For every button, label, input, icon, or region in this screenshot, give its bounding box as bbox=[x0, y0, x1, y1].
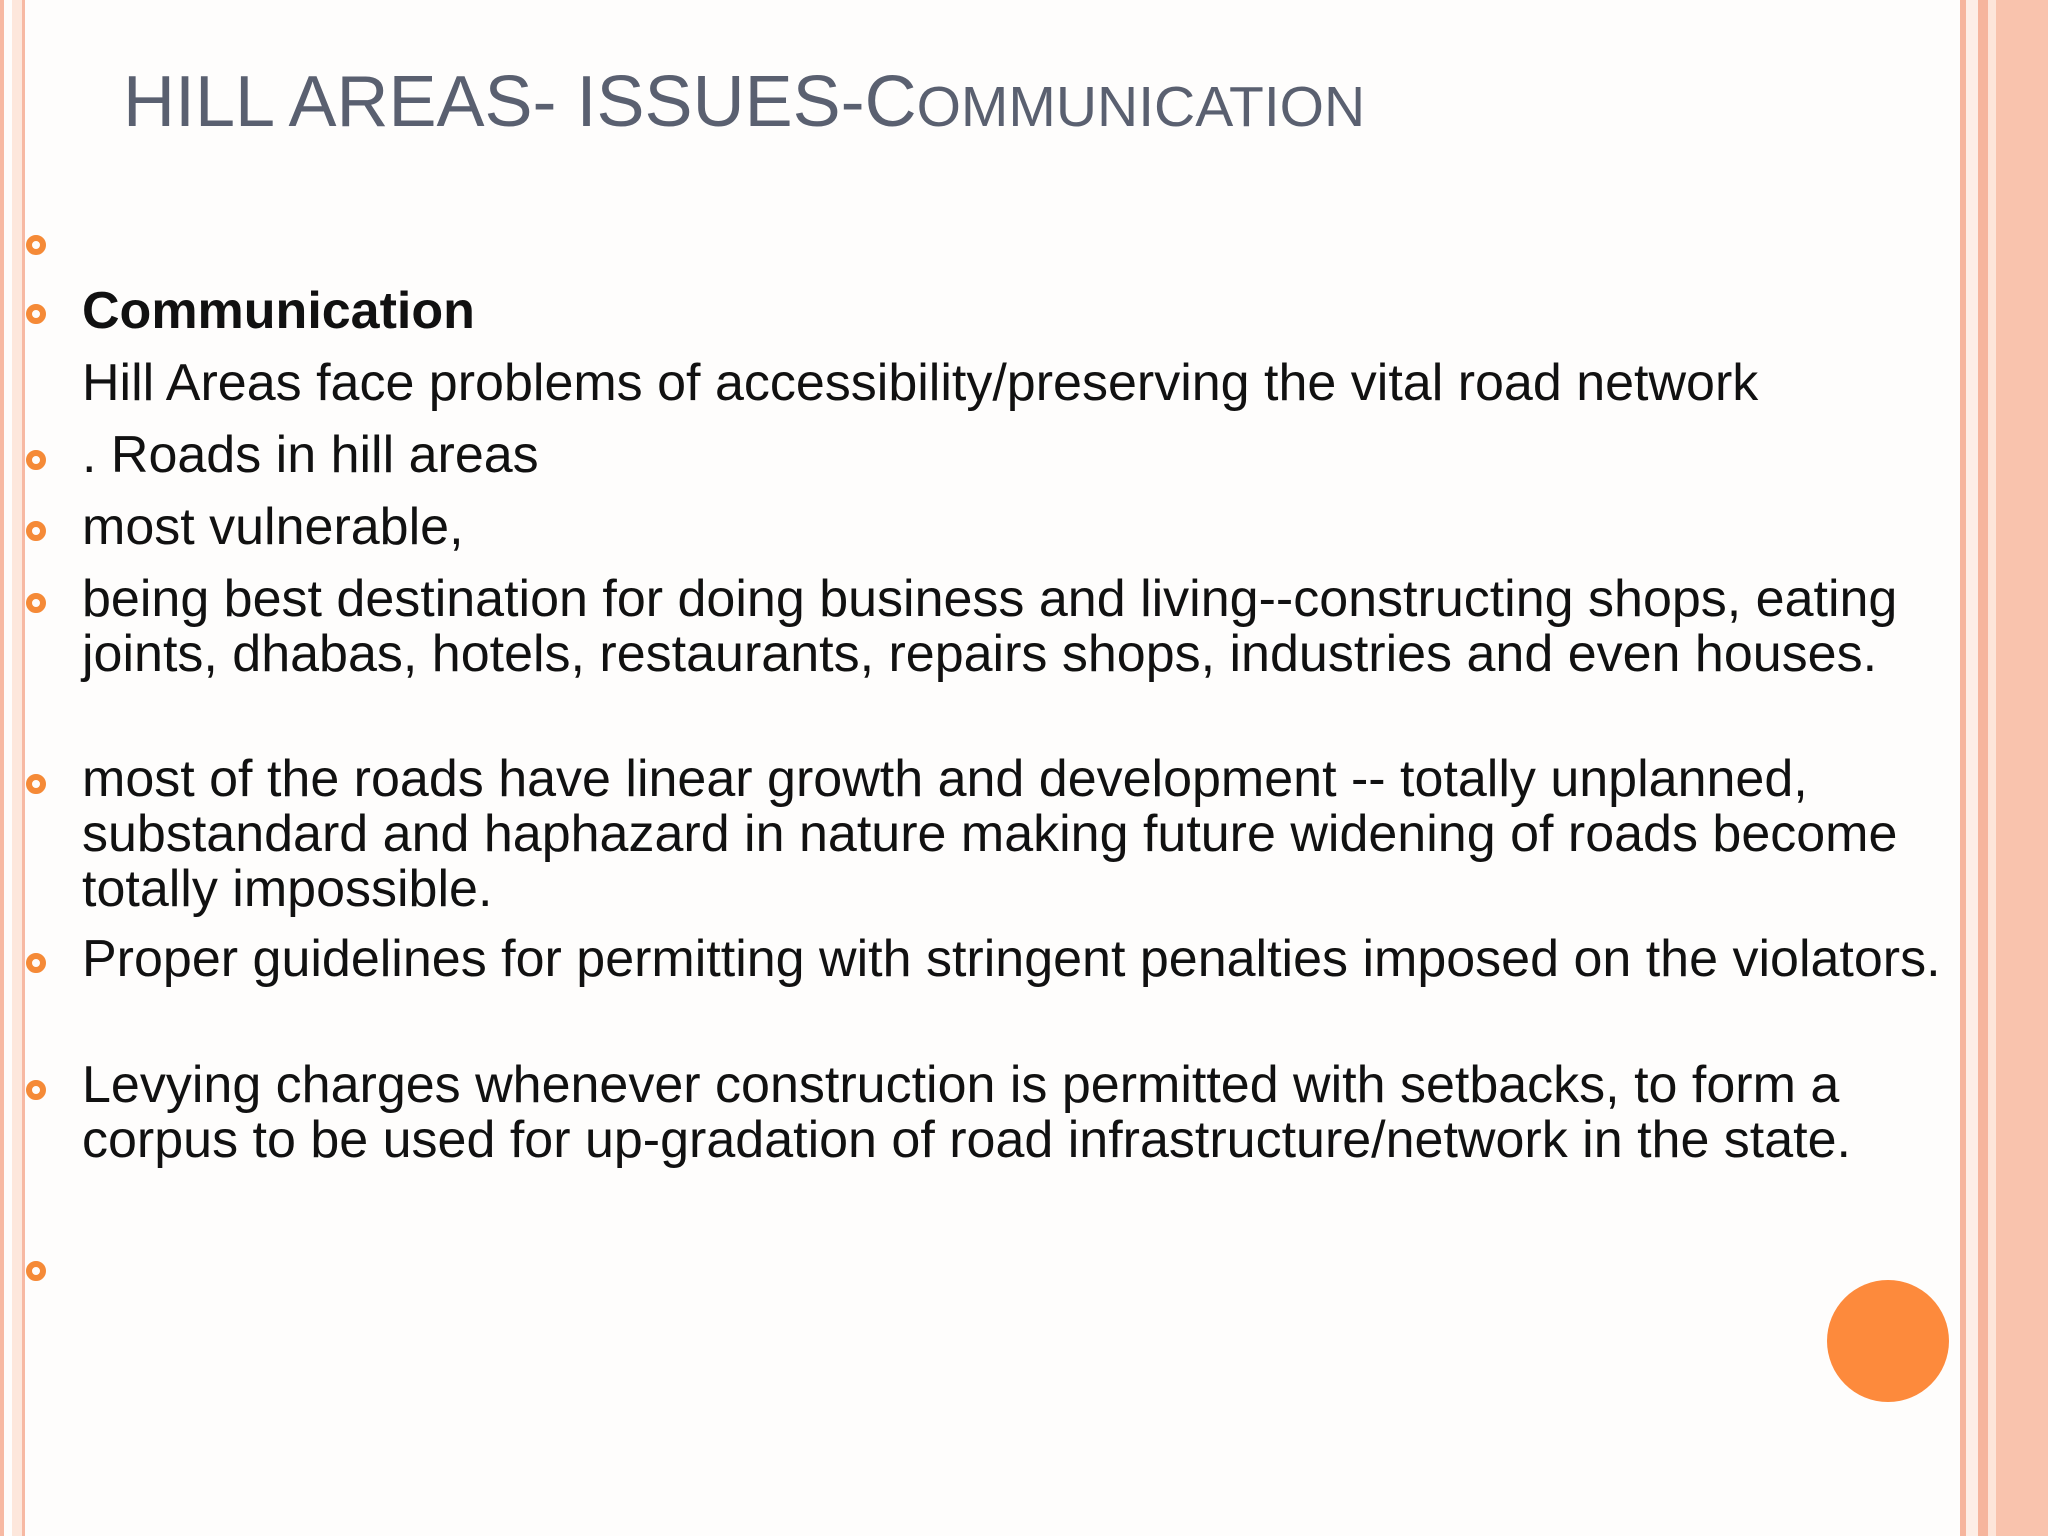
bullet-icon bbox=[26, 953, 46, 973]
bullet-icon bbox=[26, 774, 46, 794]
bullet-icon bbox=[26, 450, 46, 470]
bullet-icon bbox=[26, 1080, 46, 1100]
bullet-icon bbox=[26, 521, 46, 541]
decorative-circle bbox=[1827, 1280, 1949, 1402]
bullet-item-hill-areas-problems: Hill Areas face problems of accessibility/preserving the vital road network bbox=[82, 354, 1759, 412]
right-band-5 bbox=[1996, 0, 2048, 1536]
bullet-item-linear-growth: most of the roads have linear growth and development -- totally unplanned, substandard and haphazard in nature making future widening of roads become totally impossible. bbox=[82, 750, 1898, 918]
bullet-item-levying-charges: Levying charges whenever construction is permitted with setbacks, to form a corpus to be used for up-gradation of road infrastructure/network in the state. bbox=[82, 1056, 1851, 1169]
bullet-item-communication: Communication bbox=[82, 282, 475, 340]
bullet-icon bbox=[26, 235, 46, 255]
bullet-icon bbox=[26, 304, 46, 324]
bullet-icon bbox=[26, 593, 46, 613]
bullet-icon bbox=[26, 1261, 46, 1281]
bullet-item-roads-hill-areas: . Roads in hill areas bbox=[82, 426, 539, 484]
bullet-item-best-destination: being best destination for doing business and living--constructing shops, eating joints, dhabas, hotels, restaurants, repairs shops, industries and even houses. bbox=[82, 570, 1898, 683]
bullet-item-proper-guidelines: Proper guidelines for permitting with stringent penalties imposed on the violators. bbox=[82, 930, 1941, 988]
bullet-item-most-vulnerable: most vulnerable, bbox=[82, 498, 464, 556]
slide-title-main: HILL AREAS- ISSUES-C bbox=[123, 62, 917, 142]
slide-title-small-caps: OMMUNICATION bbox=[916, 75, 1366, 139]
